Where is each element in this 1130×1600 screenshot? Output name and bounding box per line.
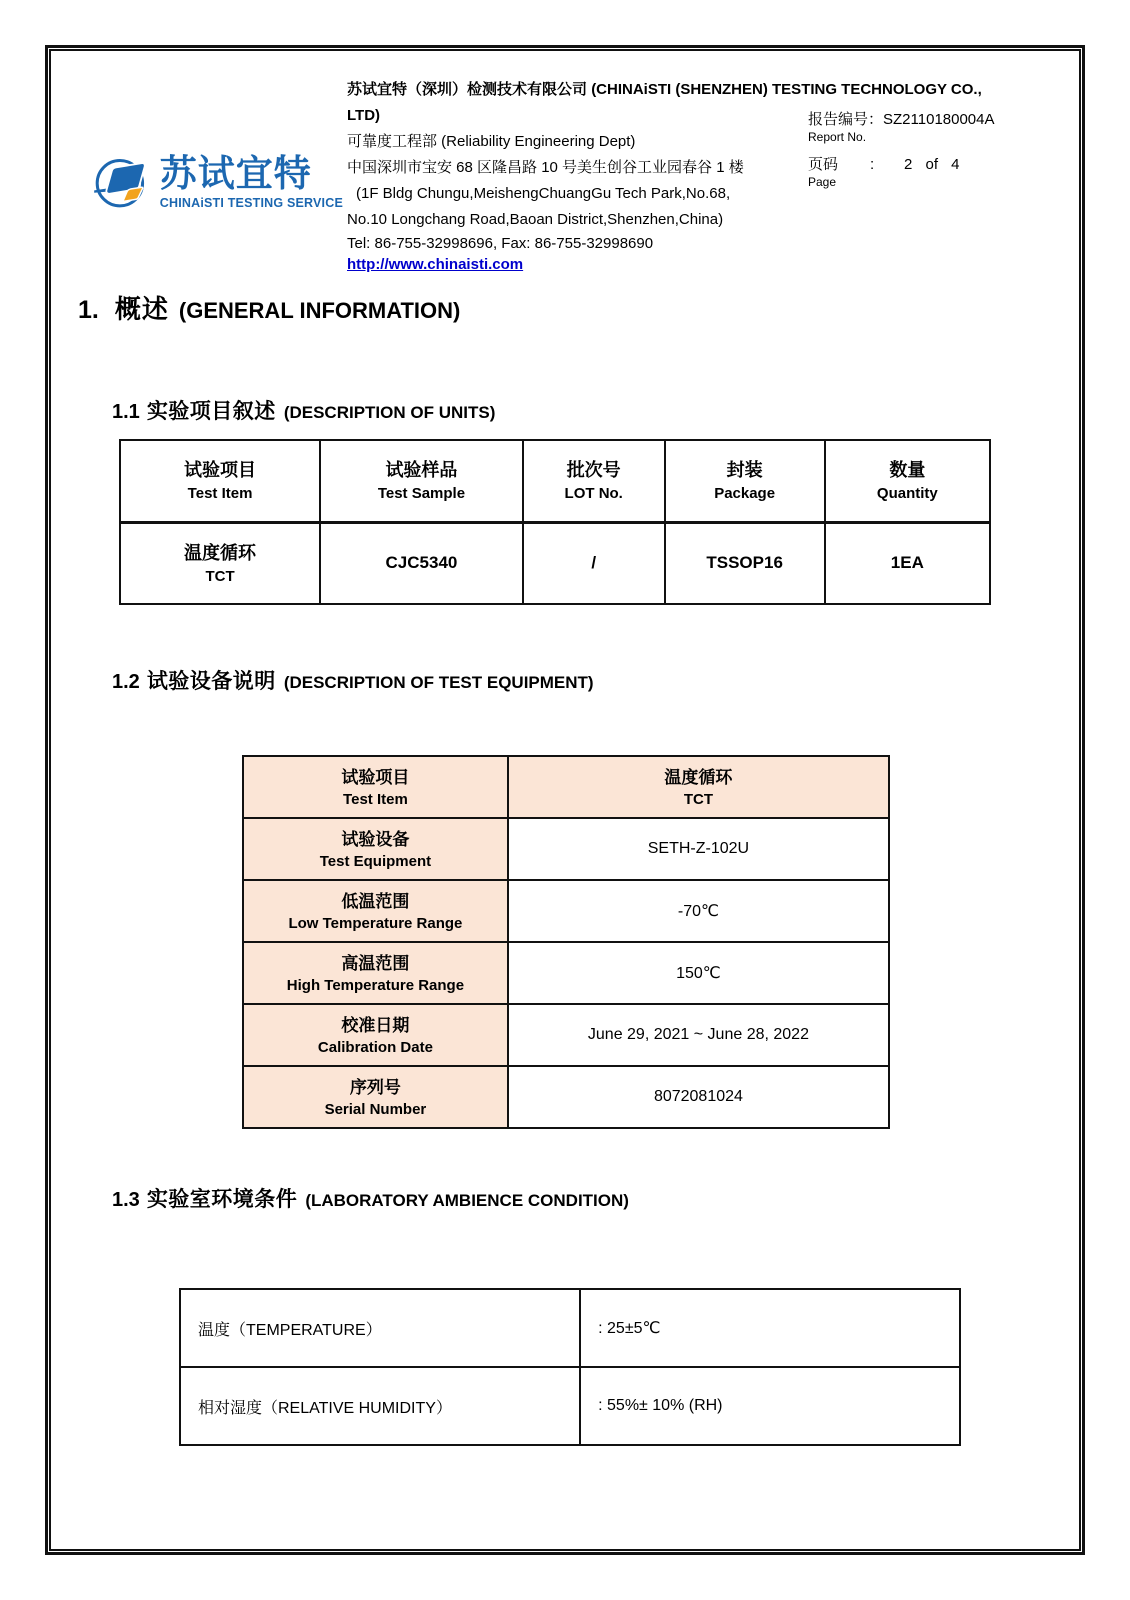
equipment-row-high-temp: [243, 942, 889, 1004]
report-no-label-cn: 报告编号：: [808, 111, 884, 128]
company-name-en: (CHINAiSTI (SHENZHEN) TESTING TECHNOLOGY CO.,: [591, 81, 982, 98]
logo-mark-icon: [93, 137, 150, 227]
header-cn: 试验样品: [385, 460, 458, 481]
cell-lot-no: /: [523, 522, 665, 604]
section-title-cn: 概述: [114, 294, 169, 324]
section-number: 1.3: [112, 1189, 140, 1211]
page-label-en: Page: [808, 175, 837, 189]
label-cn: 试验项目: [341, 767, 410, 787]
equipment-value-cell: 150℃: [508, 942, 889, 1004]
equipment-value-cell: 8072081024: [508, 1066, 889, 1128]
company-tel-fax: Tel: 86-755-32998696, Fax: 86-755-32998690: [347, 235, 654, 252]
header-cell-test-item: [120, 440, 320, 522]
header-en: Package: [714, 485, 776, 503]
company-website-line: [347, 254, 1017, 275]
header-en: Test Sample: [377, 485, 466, 503]
value-cn: 温度循环: [664, 767, 733, 787]
cell-test-sample: CJC5340: [320, 522, 523, 604]
section-title-en: (DESCRIPTION OF UNITS): [283, 403, 496, 422]
page-border-inner: [49, 49, 1081, 1551]
company-website-link[interactable]: http://www.chinaisti.com: [347, 256, 524, 273]
equipment-row-serial-number: [243, 1066, 889, 1128]
report-no-row: [808, 108, 1058, 129]
section-units-title: [112, 395, 495, 425]
section-general-title: [78, 289, 460, 326]
report-no-value: SZ2110180004A: [883, 111, 995, 128]
report-meta-block: [808, 108, 1058, 190]
label-cn: 校准日期: [341, 1015, 410, 1035]
label-en: Test Item: [343, 790, 408, 808]
report-no-label-en: Report No.: [808, 130, 867, 144]
units-table-header-row: [120, 440, 990, 522]
section-number: 1.1: [112, 401, 140, 423]
section-title-en: (LABORATORY AMBIENCE CONDITION): [305, 1191, 629, 1210]
header-cn: 封装: [726, 460, 763, 481]
units-table: [119, 439, 991, 605]
ambience-value-cell: : 55%± 10% (RH): [580, 1367, 960, 1445]
section-title-cn: 实验室环境条件: [146, 1188, 298, 1211]
cell-test-item: [120, 522, 320, 604]
equipment-value-cell: SETH-Z-102U: [508, 818, 889, 880]
header-cn: 批次号: [566, 460, 621, 481]
header-en: Test Item: [187, 485, 253, 503]
label-cn: 试验设备: [341, 829, 410, 849]
page-content: [51, 51, 1079, 1549]
ambience-value-cell: : 25±5℃: [580, 1289, 960, 1367]
label-en: Test Equipment: [319, 852, 432, 870]
company-name-cn: 苏试宜特（深圳）检测技术有限公司: [347, 81, 588, 98]
equipment-row-test-item: [243, 756, 889, 818]
header-en: Quantity: [876, 485, 938, 503]
label-en: Low Temperature Range: [288, 914, 463, 932]
ambience-row-temperature: [180, 1289, 960, 1367]
page-label-cn: 页码: [808, 156, 839, 173]
header-en: LOT No.: [564, 485, 623, 503]
company-address-cn: 中国深圳市宝安 68 区隆昌路 10 号美生创谷工业园春谷 1 楼: [347, 159, 744, 176]
section-equipment-title: [112, 665, 594, 695]
logo-text-cn: 苏试宜特: [159, 153, 312, 194]
page-number-row: [808, 153, 1058, 174]
logo-text-en: CHINAiSTI TESTING SERVICE: [159, 196, 343, 210]
ambience-table: [179, 1288, 961, 1446]
equipment-label-cell: [243, 756, 508, 818]
page-number-value: 2 of 4: [904, 156, 960, 173]
label-en: Serial Number: [324, 1100, 427, 1118]
test-item-en: TCT: [205, 567, 235, 585]
equipment-label-cell: [243, 880, 508, 942]
test-item-cn: 温度循环: [184, 542, 257, 563]
page-border-frame: [45, 45, 1085, 1555]
company-address-en1: (1F Bldg Chungu,MeishengChuangGu Tech Park,No.68,: [356, 185, 731, 202]
section-number: 1.2: [112, 671, 140, 693]
logo-text: [160, 154, 343, 210]
company-dept: 可靠度工程部 (Reliability Engineering Dept): [347, 133, 636, 150]
section-title-cn: 试验设备说明: [146, 670, 276, 693]
cell-package: TSSOP16: [665, 522, 825, 604]
label-cn: 低温范围: [341, 891, 410, 911]
header-cell-quantity: [825, 440, 990, 522]
header-cell-package: [665, 440, 825, 522]
company-address-en2: No.10 Longchang Road,Baoan District,Shenzhen,China): [347, 211, 724, 228]
equipment-row-calibration-date: [243, 1004, 889, 1066]
header-cn: 数量: [889, 460, 926, 481]
label-en: High Temperature Range: [286, 976, 465, 994]
equipment-value-cell: June 29, 2021 ~ June 28, 2022: [508, 1004, 889, 1066]
company-name-line1: [347, 77, 1017, 103]
section-ambience-title: [112, 1183, 629, 1213]
equipment-label-cell: [243, 1004, 508, 1066]
ambience-label-cell: 温度（TEMPERATURE）: [180, 1289, 580, 1367]
company-name-line2: LTD): [347, 107, 381, 124]
value-en: TCT: [683, 790, 714, 808]
section-number: 1.: [78, 296, 99, 324]
label-en: Calibration Date: [317, 1038, 433, 1056]
header-cell-lot-no: [523, 440, 665, 522]
ambience-label-cell: 相对湿度（RELATIVE HUMIDITY）: [180, 1367, 580, 1445]
company-logo: [93, 137, 343, 227]
header-cn: 试验项目: [184, 460, 257, 481]
equipment-label-cell: [243, 818, 508, 880]
units-table-data-row: [120, 522, 990, 604]
equipment-row-test-equipment: [243, 818, 889, 880]
equipment-label-cell: [243, 942, 508, 1004]
section-title-en: (DESCRIPTION OF TEST EQUIPMENT): [283, 673, 594, 692]
label-cn: 高温范围: [341, 953, 410, 973]
equipment-value-cell: -70℃: [508, 880, 889, 942]
label-cn: 序列号: [349, 1077, 401, 1097]
section-title-en: (GENERAL INFORMATION): [178, 298, 461, 323]
equipment-row-low-temp: [243, 880, 889, 942]
cell-quantity: 1EA: [825, 522, 990, 604]
equipment-label-cell: [243, 1066, 508, 1128]
equipment-table: [242, 755, 890, 1129]
equipment-value-cell: [508, 756, 889, 818]
page-colon: :: [870, 156, 875, 173]
header-cell-test-sample: [320, 440, 523, 522]
section-title-cn: 实验项目叙述: [146, 400, 276, 423]
ambience-row-humidity: [180, 1367, 960, 1445]
